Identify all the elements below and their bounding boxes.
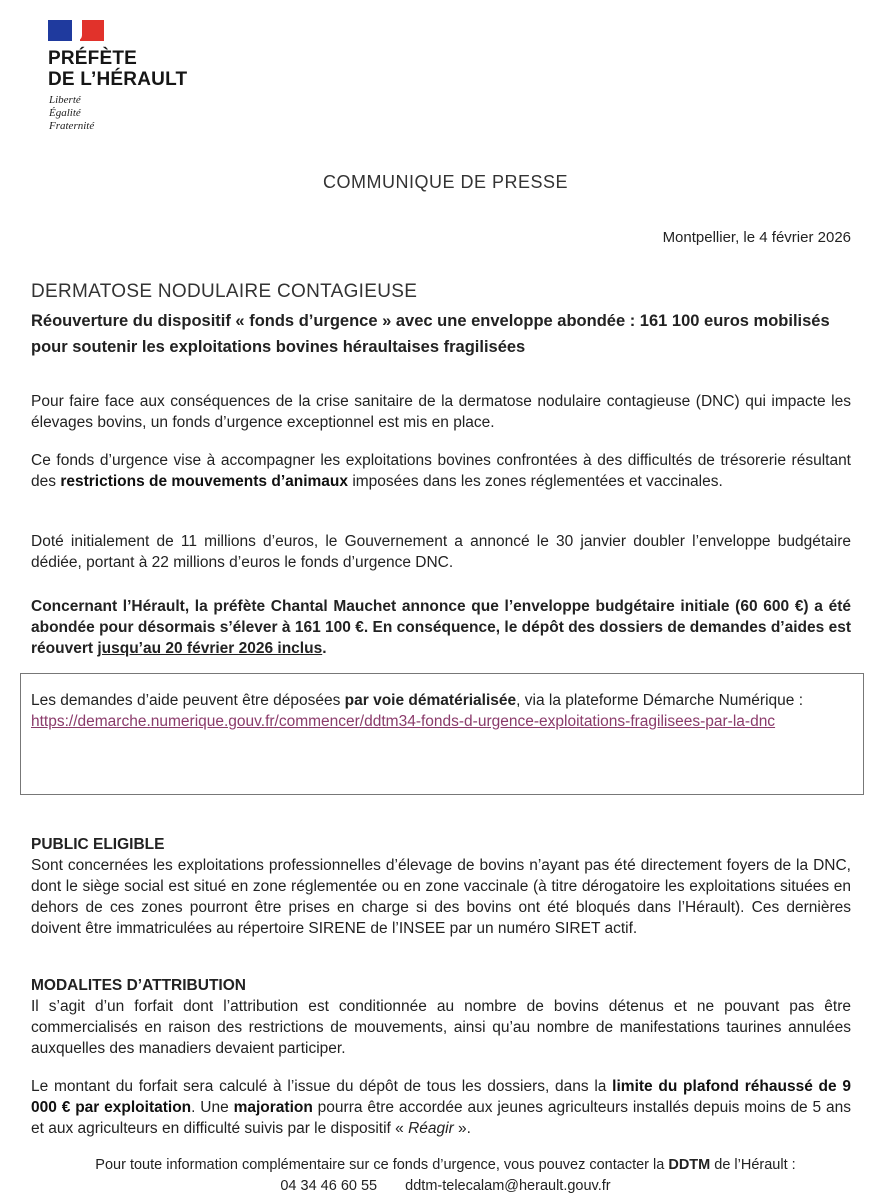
deadline: jusqu’au 20 février 2026 inclus bbox=[97, 640, 323, 657]
motto-egalite: Égalité bbox=[49, 107, 81, 119]
text: Pour toute information complémentaire sur ce fonds d’urgence, vous pouvez contacter la bbox=[95, 1157, 669, 1173]
box-text bbox=[31, 690, 853, 732]
logo-line-2: DE L’HÉRAULT bbox=[48, 69, 188, 90]
flag-blue-band bbox=[48, 20, 74, 41]
emphasis: limite du plafond réhaussé de 9 000 € par exploitation bbox=[31, 1078, 851, 1116]
emphasis: majoration bbox=[233, 1099, 313, 1116]
logo-line-1: PRÉFÈTE bbox=[48, 48, 138, 69]
contact-details bbox=[0, 1176, 891, 1197]
marianne-flag-logo bbox=[48, 20, 104, 41]
text: Ce fonds d’urgence vise à accompagner les exploitations bovines confrontées à des difficultés de trésorerie résultant des bbox=[31, 452, 851, 490]
subject-title: DERMATOSE NODULAIRE CONTAGIEUSE bbox=[31, 281, 418, 302]
emphasis: DDTM bbox=[668, 1157, 711, 1173]
text: . Une bbox=[191, 1099, 234, 1116]
prefecture-name bbox=[48, 48, 187, 90]
headline: Réouverture du dispositif « fonds d’urgence » avec une enveloppe abondée : 161 100 euros mobilisés pour soutenir les exploitations bovines héraultaises fragilisées bbox=[31, 312, 830, 356]
application-link[interactable]: https://demarche.numerique.gouv.fr/commencer/ddtm34-fonds-d-urgence-exploitations-fragilisees-par-la-dnc bbox=[31, 713, 776, 730]
paragraph-public: Sont concernées les exploitations professionnelles d’élevage de bovins n’ayant pas été directement foyers de la DNC, dont le siège social est situé en zone réglementée ou en zone vaccinale (à titre dérogatoire les exploitations situées en dehors de ces zones pourront être prises en charge si des bovins ont été bloqués dans l’Hérault). Ces dernières doivent être immatriculées au répertoire SIRENE de l’INSEE par un numéro SIRET actif. bbox=[31, 857, 851, 937]
contact-footer bbox=[0, 1155, 891, 1197]
paragraph-purpose bbox=[31, 450, 851, 492]
marianne-profile bbox=[72, 20, 82, 41]
text: . bbox=[322, 640, 327, 657]
section-title-modalites: MODALITES D’ATTRIBUTION bbox=[31, 977, 246, 994]
republic-motto bbox=[49, 94, 94, 133]
emphasis: restrictions de mouvements d’animaux bbox=[60, 473, 349, 490]
flag-red-band bbox=[80, 20, 104, 41]
contact-intro bbox=[0, 1155, 891, 1176]
text: de l’Hérault : bbox=[710, 1157, 796, 1173]
date-line: Montpellier, le 4 février 2026 bbox=[662, 229, 851, 246]
emphasis: par voie dématérialisée bbox=[344, 692, 517, 709]
email-address[interactable]: ddtm-telecalam@herault.gouv.fr bbox=[405, 1178, 611, 1194]
text: Les demandes d’aide peuvent être déposées bbox=[31, 692, 345, 709]
text: pourra être accordée aux jeunes agriculteurs installés depuis moins de 5 ans et aux agriculteurs en difficulté suivis par le dispositif « bbox=[31, 1099, 851, 1137]
online-application-box bbox=[20, 673, 864, 795]
section-title-public: PUBLIC ELIGIBLE bbox=[31, 836, 165, 853]
text: Concernant l’Hérault, la préfète Chantal Mauchet annonce que l’enveloppe budgétaire initiale (60 600 €) a été abondée pour désormais s’élever à 161 100 €. En conséquence, le dépôt des dossiers de demandes d’aides est réouvert bbox=[31, 598, 851, 657]
phone-number[interactable]: 04 34 46 60 55 bbox=[280, 1178, 378, 1194]
text: imposées dans les zones réglementées et vaccinales. bbox=[348, 473, 723, 490]
text: ». bbox=[453, 1120, 471, 1137]
program-name: Réagir bbox=[408, 1120, 454, 1137]
paragraph-modalites-2 bbox=[31, 1076, 851, 1139]
paragraph-herault bbox=[31, 596, 851, 659]
paragraph-budget: Doté initialement de 11 millions d’euros, le Gouvernement a annoncé le 30 janvier doubler l’enveloppe budgétaire dédiée, portant à 22 millions d’euros le fonds d’urgence DNC. bbox=[31, 533, 851, 571]
paragraph-modalites-1: Il s’agit d’un forfait dont l’attribution est conditionnée au nombre de bovins détenus et ne pouvant pas être commercialisés en raison des restrictions de mouvements, ainsi qu’au nombre de manifestations taurines annulées auxquelles des manadiers devaient participer. bbox=[31, 998, 851, 1057]
paragraph-intro: Pour faire face aux conséquences de la crise sanitaire de la dermatose nodulaire contagieuse (DNC) qui impacte les élevages bovins, un fonds d’urgence exceptionnel est mis en place. bbox=[31, 393, 851, 431]
document-type: COMMUNIQUE DE PRESSE bbox=[322, 172, 569, 192]
motto-liberte: Liberté bbox=[49, 94, 81, 106]
text: Le montant du forfait sera calculé à l’issue du dépôt de tous les dossiers, dans la bbox=[31, 1078, 613, 1095]
motto-fraternite: Fraternité bbox=[49, 120, 95, 132]
text: , via la plateforme Démarche Numérique : bbox=[516, 692, 804, 709]
